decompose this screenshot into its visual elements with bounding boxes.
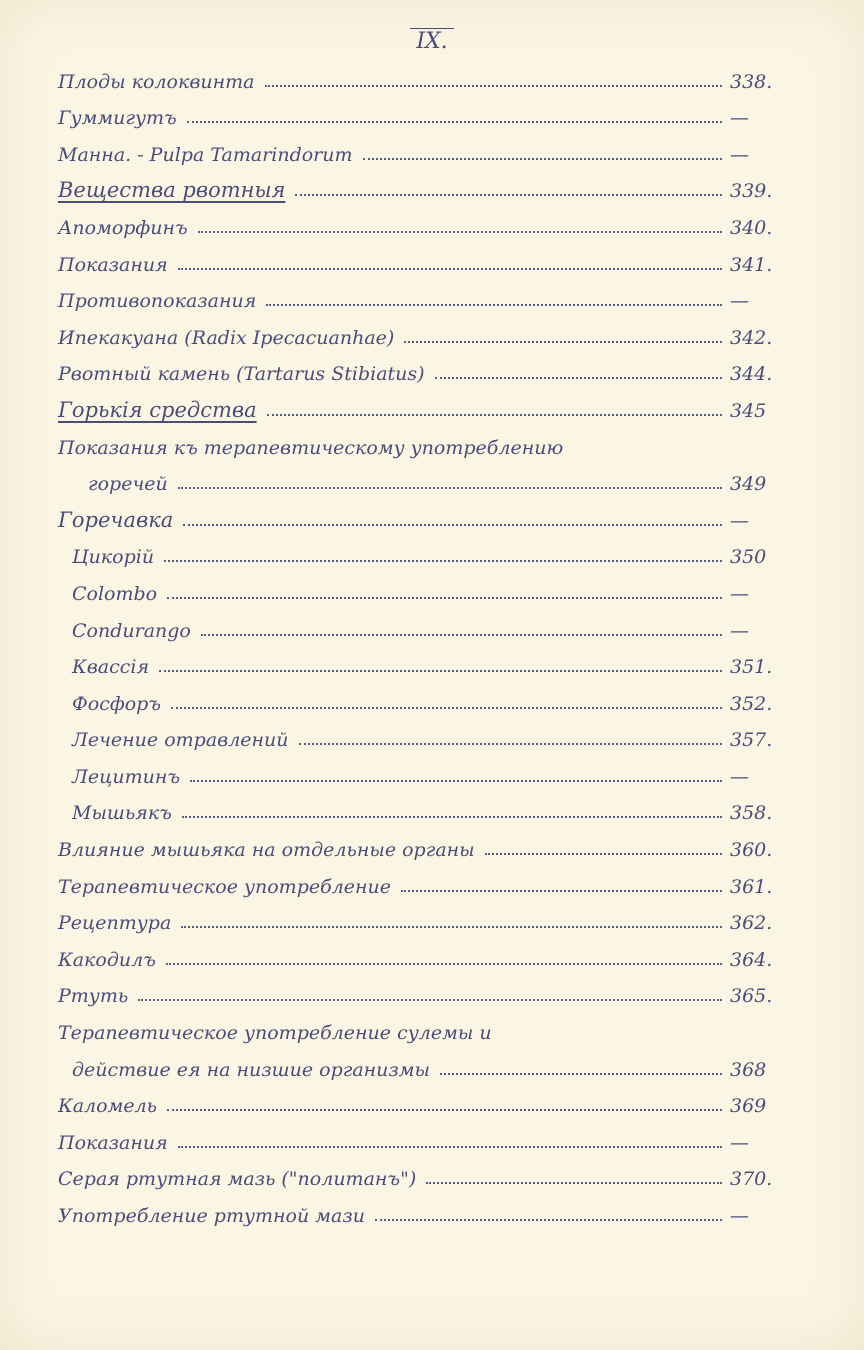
toc-entry-page: —: [730, 1205, 749, 1227]
toc-entry-title: горечей: [88, 473, 168, 496]
toc-entry: [58, 422, 778, 459]
toc-entry-title: Употребление ртутной мази: [58, 1205, 365, 1227]
toc-entry-title: Терапевтическое употребление: [58, 875, 392, 898]
toc-entry: [58, 605, 778, 642]
dot-leader: [167, 1108, 722, 1111]
toc-entry: [58, 971, 778, 1008]
dot-leader: [171, 706, 722, 709]
toc-entry: [58, 385, 778, 422]
dot-leader: [183, 523, 722, 526]
dot-leader: [164, 559, 722, 562]
toc-entry-title: Апоморфинъ: [58, 216, 188, 239]
dot-leader: [190, 779, 722, 782]
toc-entry: [58, 568, 778, 605]
toc-entry-page: 369: [730, 1095, 767, 1118]
toc-entry-title: Терапевтическое употребление сулемы и: [58, 1022, 492, 1045]
toc-entry-page: 350: [730, 546, 767, 569]
toc-entry-title: Colombo: [72, 582, 158, 605]
toc-entry-page: 342.: [730, 326, 773, 349]
toc-entry: [58, 1154, 778, 1191]
dot-leader: [182, 815, 722, 818]
toc-entry-title: Лецитинъ: [72, 765, 181, 788]
dot-leader: [363, 157, 722, 160]
toc-entry-page: 370.: [730, 1168, 773, 1191]
toc-entry-title: Лечение отравлений: [72, 729, 289, 752]
toc-entry-page: 358.: [730, 802, 773, 825]
dot-leader: [166, 962, 722, 965]
toc-entry-title: Влияние мышьяка на отдельные органы: [58, 839, 475, 862]
toc-entry-title: Ипекакуана (Radix Ipecacuanhae): [58, 326, 395, 349]
page-number: IX.: [0, 28, 864, 54]
toc-entry-title: Горечавка: [58, 507, 174, 532]
toc-entry-page: 351.: [730, 656, 773, 679]
toc-entry: [58, 824, 778, 861]
toc-entry: [58, 1007, 778, 1044]
dot-leader: [178, 486, 722, 489]
toc-entry: [58, 1081, 778, 1118]
toc-entry-title: Плоды колоквинта: [58, 70, 255, 93]
toc-entry-page: 345: [730, 399, 767, 422]
toc-entry-page: —: [730, 143, 749, 166]
toc-entry: [58, 1044, 778, 1081]
toc-entry-page: 362.: [730, 912, 773, 935]
toc-entry-title: Серая ртутная мазь ("политанъ"): [58, 1168, 417, 1191]
toc-entry: [58, 861, 778, 898]
toc-entry: [58, 202, 778, 239]
toc-entry-title: Показания: [58, 253, 168, 276]
toc-entry: [58, 898, 778, 935]
dot-leader: [201, 633, 722, 636]
table-of-contents: [58, 56, 778, 1227]
toc-entry-page: 357.: [730, 729, 773, 752]
dot-leader: [178, 1145, 722, 1148]
toc-entry: [58, 1190, 778, 1227]
dot-leader: [265, 84, 723, 87]
dot-leader: [167, 596, 722, 599]
dot-leader: [401, 889, 722, 892]
toc-entry-page: —: [730, 1131, 749, 1154]
toc-entry-page: 341.: [730, 253, 773, 276]
toc-entry-title: Горькія средства: [58, 397, 257, 422]
toc-entry: [58, 239, 778, 276]
toc-entry: [58, 751, 778, 788]
toc-entry-page: 339.: [730, 180, 773, 203]
toc-entry: [58, 312, 778, 349]
dot-leader: [266, 303, 722, 306]
toc-entry-title: Квассія: [72, 656, 150, 679]
dot-leader: [440, 1072, 722, 1075]
toc-entry-title: Показания къ терапевтическому употреблению: [58, 436, 564, 459]
dot-leader: [404, 340, 722, 343]
dot-leader: [178, 267, 722, 270]
toc-entry: [58, 1117, 778, 1154]
dot-leader: [485, 852, 722, 855]
toc-entry-title: Вещества рвотныя: [58, 178, 286, 203]
dot-leader: [181, 925, 722, 928]
toc-entry-title: Каломель: [58, 1095, 158, 1118]
dot-leader: [187, 120, 722, 123]
toc-entry-title: действие ея на низшие организмы: [72, 1058, 431, 1081]
toc-entry-page: 340.: [730, 216, 773, 239]
toc-entry-page: —: [730, 107, 749, 130]
dot-leader: [267, 413, 722, 416]
dot-leader: [375, 1218, 722, 1221]
toc-entry-title: Противопоказания: [58, 290, 257, 313]
toc-entry-page: 368: [730, 1058, 767, 1081]
toc-entry-page: 349: [730, 473, 767, 496]
toc-entry: [58, 166, 778, 203]
toc-entry-page: —: [730, 290, 749, 313]
toc-entry: [58, 715, 778, 752]
toc-entry-title: Фосфоръ: [72, 692, 161, 715]
toc-entry: [58, 129, 778, 166]
toc-entry: [58, 93, 778, 130]
toc-entry-title: Рвотный камень (Tartarus Stibiatus): [58, 363, 425, 386]
toc-entry-title: Гуммигутъ: [58, 107, 177, 130]
toc-entry-title: Показания: [58, 1131, 168, 1154]
toc-entry: [58, 276, 778, 313]
toc-entry: [58, 349, 778, 386]
toc-entry-title: Цикорій: [72, 546, 155, 569]
dot-leader: [299, 742, 722, 745]
toc-entry: [58, 678, 778, 715]
toc-entry-page: 338.: [730, 70, 773, 93]
toc-entry-page: —: [730, 509, 749, 532]
toc-entry-title: Манна. - Pulpa Tamarindorum: [58, 143, 353, 166]
toc-entry: [58, 788, 778, 825]
toc-entry-page: —: [730, 619, 749, 642]
toc-entry-title: Какодилъ: [58, 948, 156, 971]
toc-entry: [58, 56, 778, 93]
toc-entry-page: 352.: [730, 692, 773, 715]
toc-entry: [58, 532, 778, 569]
toc-entry-page: 344.: [730, 363, 773, 386]
toc-entry-page: 364.: [730, 948, 773, 971]
toc-entry-page: —: [730, 582, 749, 605]
toc-entry: [58, 934, 778, 971]
dot-leader: [435, 376, 722, 379]
toc-entry: [58, 459, 778, 496]
toc-entry-page: —: [730, 765, 749, 788]
toc-entry-title: Ртуть: [58, 985, 129, 1008]
toc-entry: [58, 495, 778, 532]
toc-entry: [58, 642, 778, 679]
toc-entry-title: Condurango: [72, 619, 191, 642]
toc-entry-page: 360.: [730, 839, 773, 862]
dot-leader: [295, 193, 722, 196]
dot-leader: [159, 669, 722, 672]
toc-entry-page: 365.: [730, 985, 773, 1008]
toc-entry-title: Рецептура: [58, 912, 172, 935]
dot-leader: [138, 998, 722, 1001]
toc-entry-title: Мышьякъ: [72, 802, 172, 825]
toc-entry-page: 361.: [730, 875, 773, 898]
dot-leader: [426, 1181, 722, 1184]
dot-leader: [198, 230, 722, 233]
